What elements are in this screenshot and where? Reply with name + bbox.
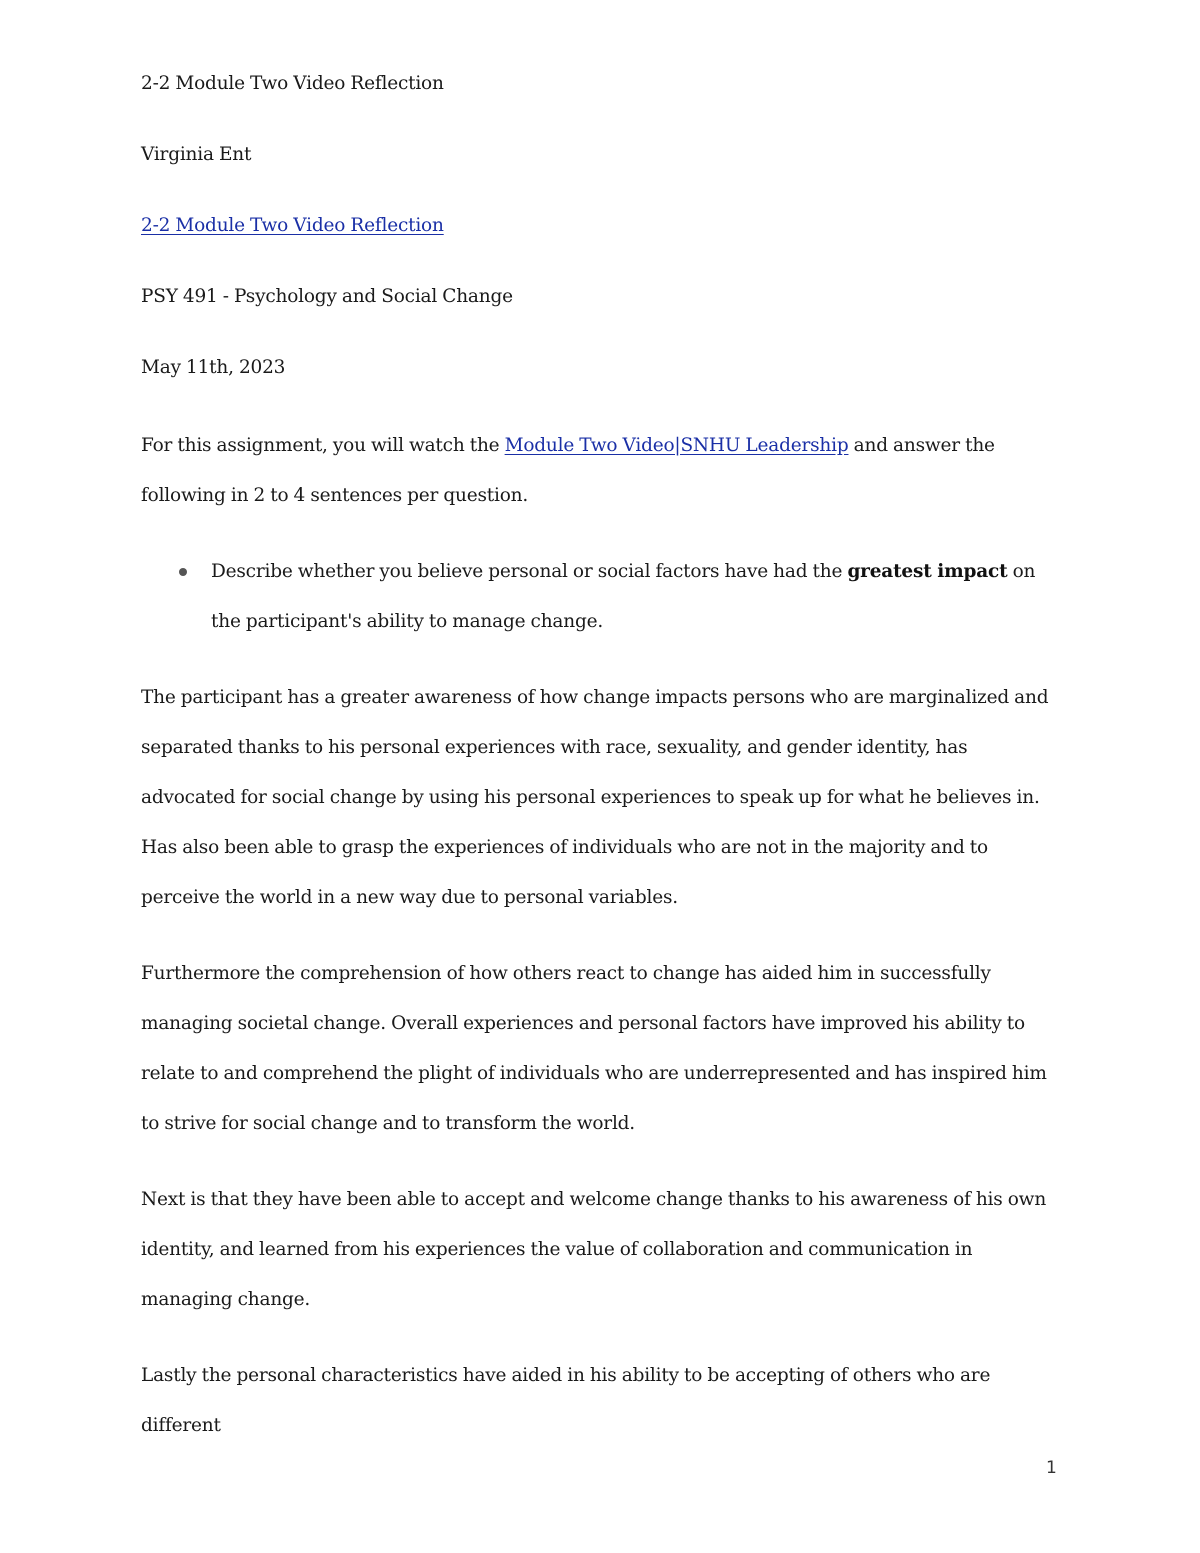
document-body	[141, 66, 1061, 1477]
question-item	[141, 547, 1061, 647]
page-number: 1	[1046, 1458, 1057, 1478]
answer-paragraph-2: Furthermore the comprehension of how others react to change has aided him in successfully managing societal change. Overall experiences and personal factors have improved his ability to relate to and comprehend the plight of individuals who are underrepresented and has inspired him to strive for social change and to transform the world.	[141, 963, 1047, 1134]
intro-text-before: For this assignment, you will watch the	[141, 435, 505, 456]
video-link[interactable]: Module Two Video|SNHU Leadership	[504, 435, 849, 456]
question-list	[141, 547, 1061, 647]
question-text-before: Describe whether you believe personal or social factors have had the	[211, 561, 848, 582]
course-name: PSY 491 - Psychology and Social Change	[141, 286, 513, 307]
answer-paragraph-1: The participant has a greater awareness of how change impacts persons who are marginalized and separated thanks to his personal experiences with race, sexuality, and gender identity, has advocated for social change by using his personal experiences to speak up for what he believes in. Has also been able to grasp the experiences of individuals who are not in the majority and to perceive the world in a new way due to personal variables.	[141, 687, 1049, 908]
title-link-line	[141, 208, 1061, 244]
author-name: Virginia Ent	[141, 144, 252, 165]
intro-text-after: and answer the following in 2 to 4 sentences per question.	[141, 435, 995, 506]
document-date: May 11th, 2023	[141, 357, 286, 378]
answer-paragraph-4: Lastly the personal characteristics have aided in his ability to be accepting of others who are different	[141, 1365, 991, 1436]
question-emphasis: greatest impact	[847, 561, 1008, 582]
question-text-after: on the participant's ability to manage change.	[211, 561, 1036, 632]
bullet-icon	[179, 568, 187, 576]
intro-paragraph	[141, 421, 1061, 521]
answer-paragraph-3: Next is that they have been able to accept and welcome change thanks to his awareness of his own identity, and learned from his experiences the value of collaboration and communication in managing change.	[141, 1189, 1047, 1310]
title-link[interactable]: 2-2 Module Two Video Reflection	[141, 215, 444, 236]
document-title: 2-2 Module Two Video Reflection	[141, 73, 444, 94]
